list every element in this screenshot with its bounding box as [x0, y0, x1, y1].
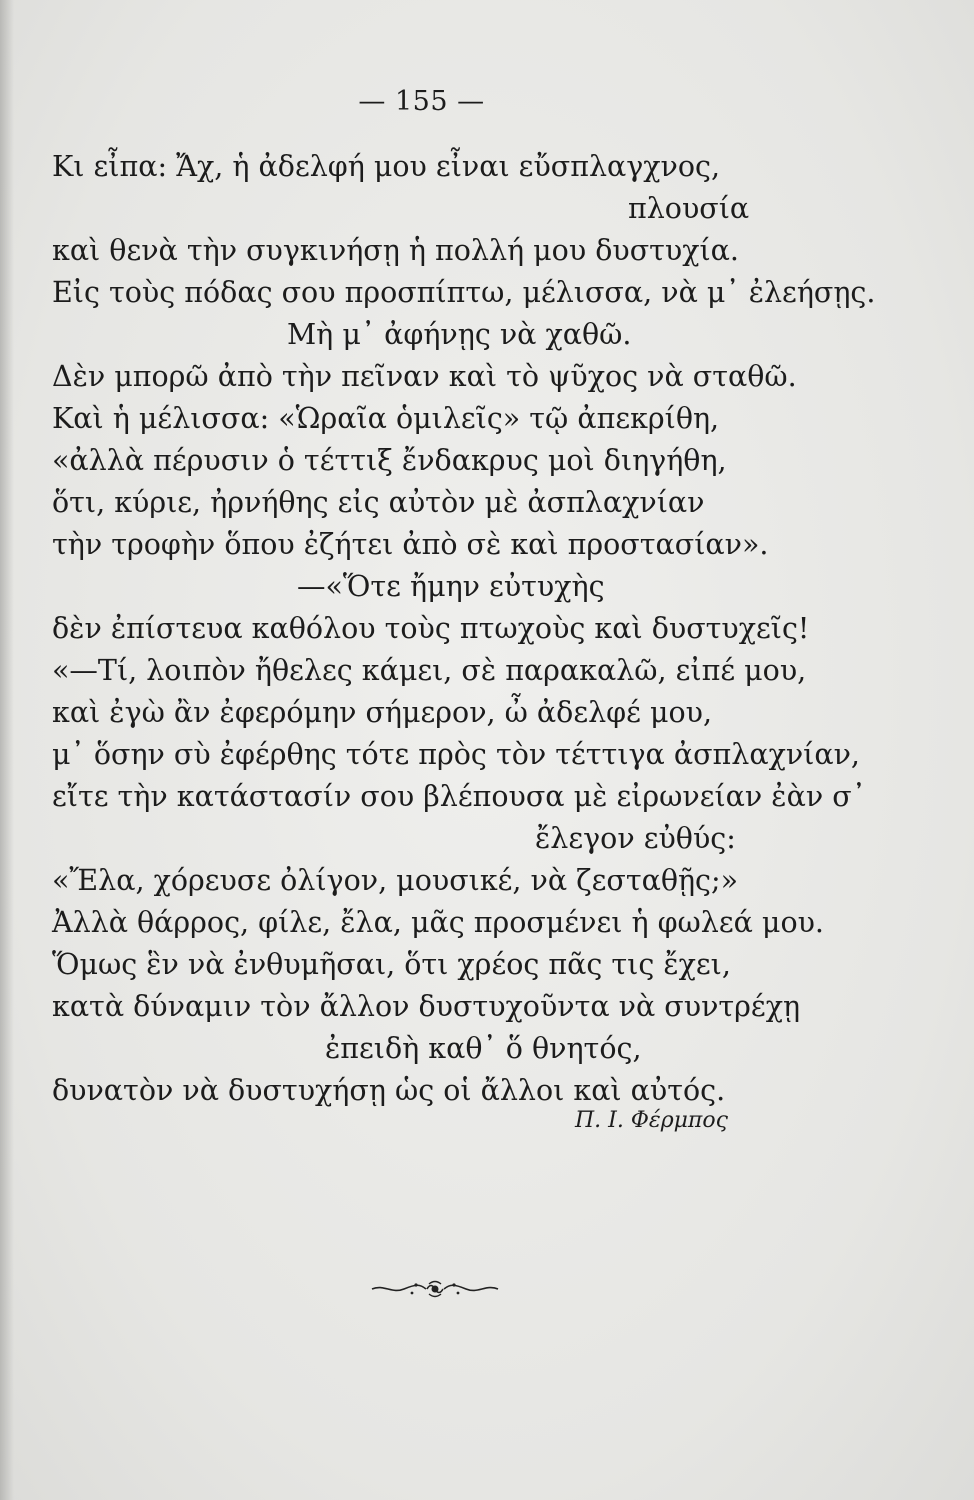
poem-line: Εἰς τοὺς πόδας σου προσπίπτω, μέλισσα, νὰ μ᾽ ἐλεήσῃς. [52, 276, 876, 309]
poem-line: Καὶ ἡ μέλισσα: «Ὡραῖα ὁμιλεῖς» τῷ ἀπεκρίθη, [52, 402, 720, 435]
poem-line: «Ἔλα, χόρευσε ὀλίγον, μουσικέ, νὰ ζεσταθῇς;» [52, 864, 739, 897]
poem-line: Ὅμως ἓν νὰ ἐνθυμῆσαι, ὅτι χρέος πᾶς τις ἔχει, [52, 948, 731, 981]
poem-line: ἔλεγον εὐθύς: [535, 822, 736, 855]
poem-line: δυνατὸν νὰ δυστυχήσῃ ὡς οἱ ἄλλοι καὶ αὐτός. [52, 1074, 726, 1107]
author-signature: Π. Ι. Φέρμπος [575, 1108, 728, 1133]
poem-line: Μὴ μ᾽ ἀφήνῃς νὰ χαθῶ. [287, 318, 632, 351]
poem-line: καὶ θενὰ τὴν συγκινήσῃ ἡ πολλή μου δυστυχία. [52, 234, 739, 267]
poem-line: ἐπειδὴ καθ᾽ ὅ θνητός, [325, 1032, 642, 1065]
poem-line: εἴτε τὴν κατάστασίν σου βλέπουσα μὲ εἰρωνείαν ἐὰν σ᾽ [52, 780, 866, 813]
poem-line: «—Τί, λοιπὸν ἤθελες κάμει, σὲ παρακαλῶ, εἰπέ μου, [52, 654, 807, 687]
floral-ornament-icon [370, 1276, 500, 1302]
poem-line: Δὲν μπορῶ ἀπὸ τὴν πεῖναν καὶ τὸ ψῦχος νὰ σταθῶ. [52, 360, 797, 393]
poem-line: «ἀλλὰ πέρυσιν ὁ τέττιξ ἔνδακρυς μοὶ διηγήθη, [52, 444, 727, 477]
poem-line: δὲν ἐπίστευα καθόλου τοὺς πτωχοὺς καὶ δυστυχεῖς! [52, 612, 810, 645]
poem-line: Κι εἶπα: Ἄχ, ἡ ἀδελφή μου εἶναι εὔσπλαγχνος, [52, 150, 721, 183]
page-number: — 155 — [358, 86, 485, 117]
poem-line: —«Ὅτε ἤμην εὐτυχὴς [297, 570, 605, 603]
poem-line: πλουσία [628, 192, 750, 225]
poem-line: ὅτι, κύριε, ἠρνήθης εἰς αὐτὸν μὲ ἀσπλαχνίαν [52, 486, 705, 519]
poem-line: μ᾽ ὅσην σὺ ἐφέρθης τότε πρὸς τὸν τέττιγα ἀσπλαχνίαν, [52, 738, 860, 771]
poem-line: καὶ ἐγὼ ἂν ἐφερόμην σήμερον, ὦ ἀδελφέ μου, [52, 696, 713, 729]
poem-line: κατὰ δύναμιν τὸν ἄλλον δυστυχοῦντα νὰ συντρέχῃ [52, 990, 801, 1023]
poem-line: τὴν τροφὴν ὅπου ἐζήτει ἀπὸ σὲ καὶ προστασίαν». [52, 528, 769, 561]
page-edge-shadow [0, 0, 14, 1500]
poem-line: Ἀλλὰ θάρρος, φίλε, ἔλα, μᾶς προσμένει ἡ φωλεά μου. [52, 906, 824, 939]
